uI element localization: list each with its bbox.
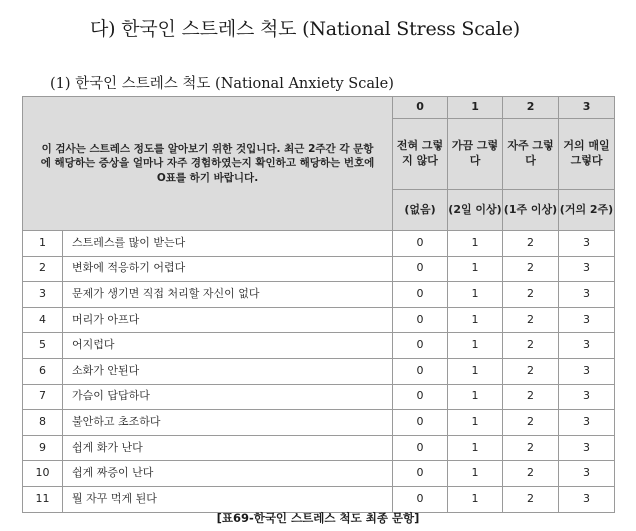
item-text: 뭘 자꾸 먹게 된다: [63, 486, 393, 512]
item-text: 불안하고 초조하다: [63, 410, 393, 436]
score-option[interactable]: 3: [559, 410, 615, 436]
table-row: [23, 307, 615, 333]
score-option[interactable]: 2: [503, 435, 559, 461]
score-option[interactable]: 2: [503, 410, 559, 436]
item-number: 4: [23, 307, 63, 333]
score-option[interactable]: 2: [503, 486, 559, 512]
score-option[interactable]: 3: [559, 358, 615, 384]
score-option[interactable]: 0: [393, 384, 448, 410]
score-option[interactable]: 0: [393, 231, 448, 257]
table-caption: [표69-한국인 스트레스 척도 최종 문항]: [216, 511, 420, 525]
score-option[interactable]: 1: [448, 410, 503, 436]
score-option[interactable]: 0: [393, 282, 448, 308]
scale-frequency: (1주 이상): [503, 190, 559, 231]
scale-label: 전혀 그렇지 않다: [393, 119, 448, 190]
score-option[interactable]: 3: [559, 282, 615, 308]
table-row: [23, 282, 615, 308]
score-option[interactable]: 0: [393, 486, 448, 512]
item-number: 5: [23, 333, 63, 359]
table-row: [23, 333, 615, 359]
score-option[interactable]: 2: [503, 282, 559, 308]
table-row: [23, 256, 615, 282]
score-option[interactable]: 0: [393, 333, 448, 359]
score-option[interactable]: 1: [448, 461, 503, 487]
score-option[interactable]: 3: [559, 333, 615, 359]
table-row: [23, 384, 615, 410]
score-option[interactable]: 2: [503, 384, 559, 410]
item-number: 2: [23, 256, 63, 282]
score-header: 1: [448, 97, 503, 119]
scale-label: 자주 그렇다: [503, 119, 559, 190]
item-rows: [23, 231, 615, 513]
scale-frequency: (거의 2주): [559, 190, 615, 231]
score-option[interactable]: 0: [393, 307, 448, 333]
score-option[interactable]: 1: [448, 333, 503, 359]
score-header: 3: [559, 97, 615, 119]
score-option[interactable]: 0: [393, 256, 448, 282]
score-option[interactable]: 1: [448, 307, 503, 333]
scale-frequency: (2일 이상): [448, 190, 503, 231]
item-number: 10: [23, 461, 63, 487]
table-row: [23, 358, 615, 384]
instruction-text: 이 검사는 스트레스 정도를 알아보기 위한 것입니다. 최근 2주간 각 문항에 해당하는 증상을 얼마나 자주 경험하였는지 확인하고 해당하는 번호에 O표를 하기 바랍니다.: [23, 97, 393, 231]
score-option[interactable]: 1: [448, 282, 503, 308]
section-heading: 다) 한국인 스트레스 척도 (National Stress Scale): [90, 18, 520, 40]
score-option[interactable]: 3: [559, 461, 615, 487]
item-number: 11: [23, 486, 63, 512]
score-option[interactable]: 3: [559, 486, 615, 512]
item-text: 소화가 안된다: [63, 358, 393, 384]
score-option[interactable]: 0: [393, 358, 448, 384]
item-text: 변화에 적응하기 어렵다: [63, 256, 393, 282]
score-option[interactable]: 1: [448, 435, 503, 461]
scale-frequency: (없음): [393, 190, 448, 231]
score-option[interactable]: 0: [393, 461, 448, 487]
score-option[interactable]: 0: [393, 435, 448, 461]
item-number: 7: [23, 384, 63, 410]
score-option[interactable]: 2: [503, 333, 559, 359]
score-option[interactable]: 2: [503, 256, 559, 282]
item-number: 1: [23, 231, 63, 257]
item-number: 9: [23, 435, 63, 461]
item-text: 어지럽다: [63, 333, 393, 359]
score-option[interactable]: 1: [448, 358, 503, 384]
score-option[interactable]: 0: [393, 410, 448, 436]
score-option[interactable]: 3: [559, 231, 615, 257]
table-row: [23, 486, 615, 512]
score-option[interactable]: 3: [559, 307, 615, 333]
item-text: 쉽게 화가 난다: [63, 435, 393, 461]
table-row: [23, 410, 615, 436]
item-text: 가슴이 답답하다: [63, 384, 393, 410]
item-number: 8: [23, 410, 63, 436]
score-option[interactable]: 3: [559, 256, 615, 282]
score-header: 2: [503, 97, 559, 119]
score-option[interactable]: 1: [448, 384, 503, 410]
score-option[interactable]: 2: [503, 231, 559, 257]
item-text: 스트레스를 많이 받는다: [63, 231, 393, 257]
table-row: [23, 461, 615, 487]
item-number: 3: [23, 282, 63, 308]
score-option[interactable]: 1: [448, 256, 503, 282]
table-row: [23, 231, 615, 257]
table-row: [23, 435, 615, 461]
score-header: 0: [393, 97, 448, 119]
item-text: 쉽게 짜증이 난다: [63, 461, 393, 487]
score-option[interactable]: 1: [448, 231, 503, 257]
scale-label: 가끔 그렇다: [448, 119, 503, 190]
table-subheading: (1) 한국인 스트레스 척도 (National Anxiety Scale): [50, 76, 394, 92]
score-option[interactable]: 1: [448, 486, 503, 512]
score-option[interactable]: 3: [559, 384, 615, 410]
score-option[interactable]: 2: [503, 358, 559, 384]
item-text: 머리가 아프다: [63, 307, 393, 333]
score-option[interactable]: 2: [503, 461, 559, 487]
stress-scale-table: [22, 96, 615, 513]
scale-label: 거의 매일 그렇다: [559, 119, 615, 190]
score-option[interactable]: 3: [559, 435, 615, 461]
item-text: 문제가 생기면 직접 처리할 자신이 없다: [63, 282, 393, 308]
item-number: 6: [23, 358, 63, 384]
score-option[interactable]: 2: [503, 307, 559, 333]
